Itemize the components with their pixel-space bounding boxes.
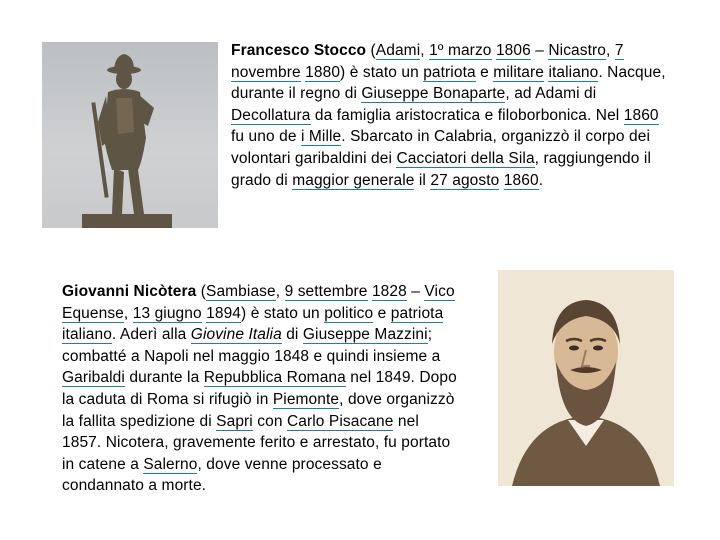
wiki-link[interactable]: Giovine Italia bbox=[190, 326, 282, 344]
text-segment: da famiglia aristocratica e filoborbonica. Nel bbox=[310, 106, 624, 124]
text-segment: , dove venne processato e condannato a morte. bbox=[62, 455, 382, 495]
wiki-link[interactable]: Garibaldi bbox=[62, 369, 125, 387]
text-segment: . Nacque, durante il regno di bbox=[231, 63, 666, 103]
text-segment: fu uno de bbox=[231, 128, 301, 146]
wiki-link[interactable]: 27 agosto bbox=[430, 171, 500, 189]
text-segment: ) è stato un bbox=[241, 304, 325, 322]
text-segment: ( bbox=[366, 42, 376, 59]
text-segment: . bbox=[538, 171, 544, 189]
wiki-link[interactable]: politico bbox=[324, 304, 374, 322]
wiki-link[interactable]: Vico Equense bbox=[62, 283, 455, 322]
wiki-link[interactable]: Cacciatori della Sila bbox=[396, 149, 535, 167]
portrait-engraving bbox=[498, 270, 674, 486]
text-segment: , dove organizzò la fallita spedizione di bbox=[62, 390, 455, 430]
wiki-link[interactable]: 1828 bbox=[371, 283, 407, 300]
text-segment: con bbox=[252, 412, 287, 430]
wiki-link[interactable]: 9 settembre bbox=[284, 283, 368, 300]
wiki-link[interactable]: Piemonte bbox=[272, 390, 340, 408]
text-segment: , bbox=[420, 42, 430, 59]
wiki-link[interactable]: Sapri bbox=[216, 412, 253, 430]
text-segment: . Sbarcato in Calabria, organizzò il corpo dei volontari garibaldini dei bbox=[231, 128, 651, 167]
wiki-link[interactable]: patriota bbox=[390, 304, 444, 322]
wiki-link[interactable]: Salerno bbox=[143, 455, 198, 473]
text-segment: di bbox=[281, 326, 303, 344]
text-segment: il bbox=[414, 171, 431, 189]
statue-photo bbox=[42, 42, 218, 228]
wiki-link[interactable]: Adami bbox=[375, 42, 421, 59]
wiki-link[interactable]: Carlo Pisacane bbox=[286, 412, 394, 430]
wiki-link[interactable]: patriota bbox=[423, 63, 476, 81]
wiki-link[interactable]: Nicastro bbox=[548, 42, 607, 59]
wiki-link[interactable]: Giuseppe Bonaparte bbox=[361, 85, 506, 103]
wiki-link[interactable]: 1860 bbox=[503, 171, 539, 189]
wiki-link[interactable]: 1º marzo bbox=[429, 42, 492, 59]
text-segment: ) è stato un bbox=[340, 63, 424, 81]
bio-francesco-stocco bbox=[231, 40, 671, 191]
wiki-link[interactable]: italiano bbox=[62, 326, 112, 344]
wiki-link[interactable]: 7 novembre bbox=[231, 42, 624, 81]
wiki-link[interactable]: militare bbox=[493, 63, 545, 81]
wiki-link[interactable]: italiano bbox=[548, 63, 599, 81]
text-segment: , bbox=[606, 42, 615, 59]
text-segment: e bbox=[475, 63, 494, 81]
text-segment: , bbox=[275, 283, 285, 300]
wiki-link[interactable]: 13 giugno bbox=[132, 304, 202, 322]
text-segment: ( bbox=[196, 283, 207, 300]
text-segment: nel 1849. Dopo la caduta di Roma si rifugiò in bbox=[62, 369, 457, 408]
text-segment: e bbox=[373, 304, 391, 322]
person-name: Giovanni Nicòtera bbox=[62, 283, 197, 300]
text-segment: . Aderì alla bbox=[111, 326, 191, 344]
portrait-photo bbox=[498, 270, 674, 486]
wiki-link[interactable]: Sambiase bbox=[206, 283, 276, 300]
text-segment: durante la bbox=[124, 369, 204, 387]
person-name: Francesco Stocco bbox=[231, 42, 367, 59]
wiki-link[interactable]: 1880 bbox=[305, 63, 341, 81]
wiki-link[interactable]: 1860 bbox=[623, 106, 659, 124]
wiki-link[interactable]: 1806 bbox=[495, 42, 531, 59]
wiki-link[interactable]: 1894 bbox=[206, 304, 242, 322]
statue-silhouette bbox=[42, 42, 218, 228]
wiki-link[interactable]: Decollatura bbox=[231, 106, 311, 124]
text-segment: ; combatté a Napoli nel maggio 1848 e quindi insieme a bbox=[62, 326, 441, 365]
text-segment: – bbox=[530, 42, 549, 59]
text-segment: – bbox=[406, 283, 425, 300]
wiki-link[interactable]: Giuseppe Mazzini bbox=[302, 326, 428, 344]
wiki-link[interactable]: Repubblica Romana bbox=[203, 369, 346, 387]
wiki-link[interactable]: i Mille bbox=[300, 128, 342, 146]
bio-giovanni-nicotera bbox=[62, 281, 457, 497]
text-segment: , ad Adami di bbox=[505, 85, 597, 103]
text-segment: , raggiungendo il grado di bbox=[231, 149, 651, 189]
text-segment: , bbox=[123, 304, 133, 322]
wiki-link[interactable]: maggior generale bbox=[292, 171, 415, 189]
text-segment: nel 1857. Nicotera, gravemente ferito e arrestato, fu portato in catene a bbox=[62, 412, 451, 473]
